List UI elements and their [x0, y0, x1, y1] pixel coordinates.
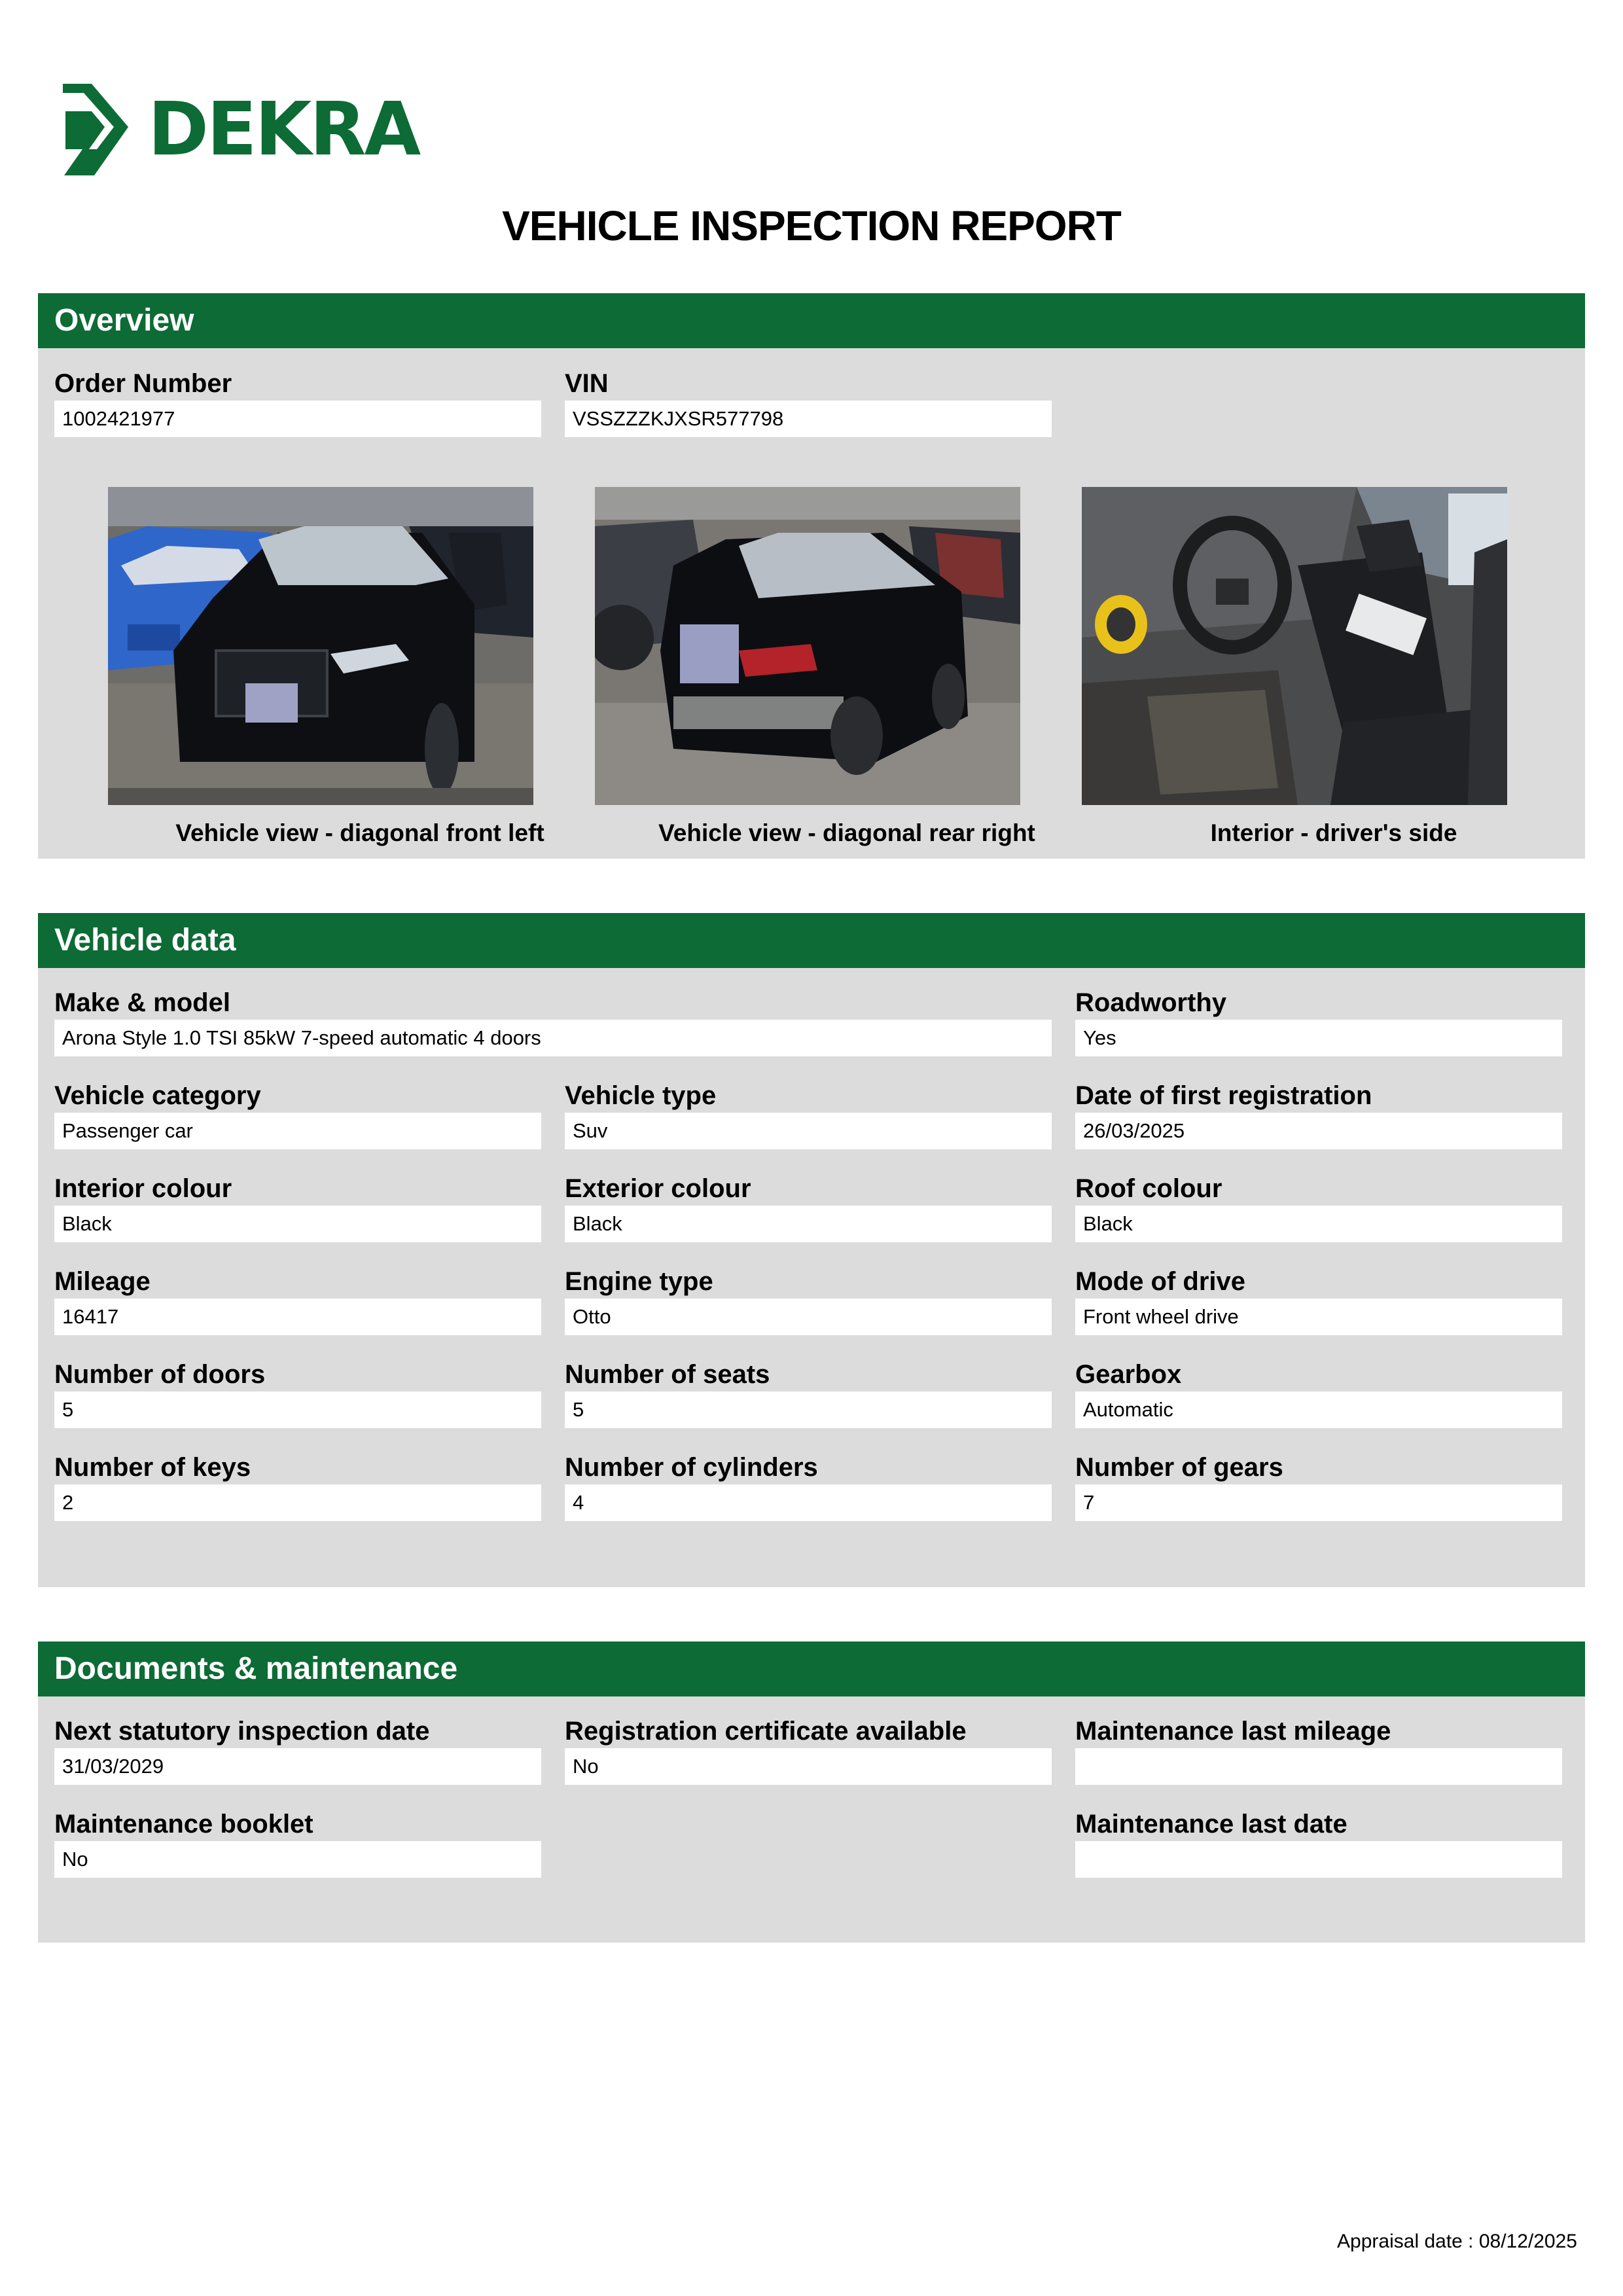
make-model-field	[38, 986, 1035, 1056]
gears-label: Number of gears	[1075, 1453, 1283, 1482]
exterior-colour-field	[548, 1172, 1035, 1242]
seats-value: 5	[565, 1391, 1052, 1428]
vehicle-type-field	[548, 1079, 1035, 1149]
car-front-photo	[108, 487, 533, 805]
keys-field	[38, 1450, 525, 1521]
roadworthy-label: Roadworthy	[1075, 988, 1227, 1017]
next-inspection-field	[38, 1714, 525, 1785]
exterior-colour-label: Exterior colour	[565, 1174, 751, 1203]
seats-field	[548, 1357, 1035, 1428]
mode-of-drive-field	[1059, 1265, 1546, 1335]
registration-certificate-value: No	[565, 1748, 1052, 1785]
doors-label: Number of doors	[54, 1360, 266, 1389]
vin-label: VIN	[565, 369, 609, 398]
maintenance-booklet-label: Maintenance booklet	[54, 1810, 313, 1839]
first-registration-field	[1059, 1079, 1546, 1149]
keys-value: 2	[54, 1484, 541, 1521]
order-number-value: 1002421977	[54, 401, 541, 437]
gearbox-label: Gearbox	[1075, 1360, 1182, 1389]
vehicle-data-title: Vehicle data	[38, 913, 1585, 968]
doors-field	[38, 1357, 525, 1428]
vehicle-category-value: Passenger car	[54, 1113, 541, 1149]
mileage-field	[38, 1265, 525, 1335]
maintenance-booklet-field	[38, 1807, 525, 1878]
documents-section	[38, 1641, 1585, 1943]
roof-colour-label: Roof colour	[1075, 1174, 1222, 1203]
registration-certificate-label: Registration certificate available	[565, 1717, 967, 1746]
doors-value: 5	[54, 1391, 541, 1428]
gears-value: 7	[1075, 1484, 1562, 1521]
make-model-label: Make & model	[54, 988, 230, 1017]
interior-photo	[1082, 487, 1507, 805]
next-inspection-label: Next statutory inspection date	[54, 1717, 430, 1746]
seats-label: Number of seats	[565, 1360, 770, 1389]
registration-certificate-field	[548, 1714, 1035, 1785]
engine-type-value: Otto	[565, 1299, 1052, 1335]
engine-type-field	[548, 1265, 1035, 1335]
overview-title: Overview	[38, 293, 1585, 348]
photo-caption-interior: Interior - driver's side	[1210, 819, 1457, 846]
interior-colour-value: Black	[54, 1206, 541, 1242]
vehicle-type-label: Vehicle type	[565, 1081, 717, 1110]
maintenance-last-date-value	[1075, 1841, 1562, 1878]
roof-colour-value: Black	[1075, 1206, 1562, 1242]
dekra-logo	[59, 84, 419, 175]
brand-name: DEKRA	[148, 87, 419, 172]
vin-field	[548, 367, 1035, 437]
gearbox-field	[1059, 1357, 1546, 1428]
interior-colour-field	[38, 1172, 525, 1242]
gears-field	[1059, 1450, 1546, 1521]
roadworthy-field	[1059, 986, 1546, 1056]
order-number-field	[38, 367, 525, 437]
vehicle-data-section	[38, 913, 1585, 1587]
vehicle-category-label: Vehicle category	[54, 1081, 261, 1110]
vin-value: VSSZZZKJXSR577798	[565, 401, 1052, 437]
report-title: VEHICLE INSPECTION REPORT	[502, 202, 1121, 249]
overview-section	[38, 293, 1585, 859]
cylinders-field	[548, 1450, 1035, 1521]
vehicle-type-value: Suv	[565, 1113, 1052, 1149]
maintenance-last-mileage-label: Maintenance last mileage	[1075, 1717, 1391, 1746]
order-number-label: Order Number	[54, 369, 232, 398]
maintenance-last-mileage-field	[1059, 1714, 1546, 1785]
roadworthy-value: Yes	[1075, 1020, 1562, 1056]
maintenance-last-date-label: Maintenance last date	[1075, 1810, 1347, 1839]
engine-type-label: Engine type	[565, 1267, 713, 1296]
first-registration-label: Date of first registration	[1075, 1081, 1372, 1110]
next-inspection-value: 31/03/2029	[54, 1748, 541, 1785]
mileage-label: Mileage	[54, 1267, 151, 1296]
maintenance-last-mileage-value	[1075, 1748, 1562, 1785]
make-model-value: Arona Style 1.0 TSI 85kW 7-speed automatic 4 doors	[54, 1020, 1052, 1056]
mileage-value: 16417	[54, 1299, 541, 1335]
vehicle-category-field	[38, 1079, 525, 1149]
interior-colour-label: Interior colour	[54, 1174, 232, 1203]
photo-caption-rear: Vehicle view - diagonal rear right	[658, 819, 1035, 846]
exterior-colour-value: Black	[565, 1206, 1052, 1242]
gearbox-value: Automatic	[1075, 1391, 1562, 1428]
maintenance-booklet-value: No	[54, 1841, 541, 1878]
maintenance-last-date-field	[1059, 1807, 1546, 1878]
mode-of-drive-label: Mode of drive	[1075, 1267, 1246, 1296]
photo-caption-front: Vehicle view - diagonal front left	[175, 819, 544, 846]
cylinders-value: 4	[565, 1484, 1052, 1521]
appraisal-date: Appraisal date : 08/12/2025	[1337, 2231, 1577, 2252]
documents-title: Documents & maintenance	[38, 1641, 1585, 1696]
mode-of-drive-value: Front wheel drive	[1075, 1299, 1562, 1335]
car-rear-photo	[595, 487, 1020, 805]
roof-colour-field	[1059, 1172, 1546, 1242]
dekra-arrow-icon	[59, 84, 131, 175]
cylinders-label: Number of cylinders	[565, 1453, 818, 1482]
keys-label: Number of keys	[54, 1453, 251, 1482]
first-registration-value: 26/03/2025	[1075, 1113, 1562, 1149]
